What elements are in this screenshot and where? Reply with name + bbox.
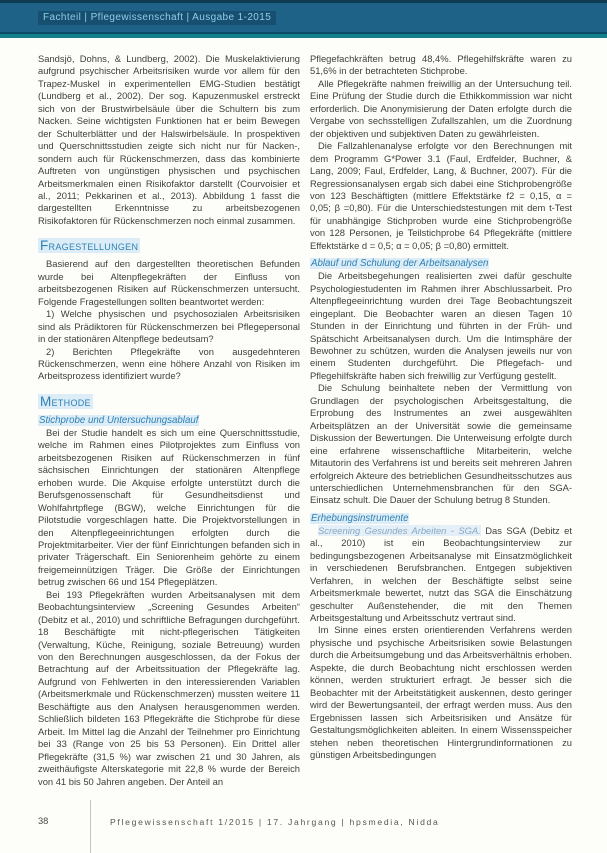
left-column bbox=[38, 53, 300, 788]
subheading-stichprobe: Stichprobe und Untersuchungsablauf bbox=[39, 414, 199, 426]
paragraph-stichprobe-1: Bei der Studie handelt es sich um eine Querschnittsstudie, welche im Rahmen eines Pilotprojektes zum Einfluss von arbeitsbezogenen Risiken auf Rückenschmerzen in fünf sächsischen Einrichtungen der stationären Altenpflege erhoben wurde. Die Akquise erfolgte unterstützt durch die Berufsgenossenschaft für Gesundheitsdienst und Wohlfahrtpflege (BGW), welche Einrichtungen für die Pilotstudie vorgeschlagen hatte. Die Projektvorstellungen in den Altenpflegeeinrichtungen erfolgten durch die Projektmitarbeiter. Vier der fünf Einrichtungen befanden sich in privater Trägerschaft. Ein Seniorenheim gehörte zu einem freigemeinnützigen Träger. Die Größe der Einrichtungen betrug zwischen 66 und 154 Pflegeplätzen. bbox=[38, 426, 300, 588]
paragraph-stichprobe-2: Bei 193 Pflegekräften wurden Arbeitsanalysen mit dem Beobachtungsinterview „Screening Gesundes Arbeiten“ (Debitz et al., 2010) und schriftliche Befragungen durchgeführt. 18 Beschäftigte mit nicht-pflegerischen Tätigkeiten (Verwaltung, Küche, Reinigung, soziale Betreuung) wurden von den Berechnungen ausgeschlossen, da der Fokus der Betrachtung auf der Arbeitssituation der Pflegekräfte lag. Aufgrund von Fehlwerten in den interessierenden Variablen (Arbeitsmerkmale und Rückenschmerzen) mussten weitere 11 Beschäftigte aus den Analysen herausgenommen werden. Schließlich bildeten 163 Pflegekräfte die Stichprobe für diese Arbeit. Im Mittel lag die Anzahl der Teilnehmer pro Einrichtung bei 33 (Range von 25 bis 53 Personen). Ein Drittel aller Pflegekräfte (31,5 %) war zwischen 21 und 30 Jahren, als zweithäufigste Alterskategorie mit 22,8 % wurde der Bereich von 41 bis 50 Jahren angeben. Der Anteil an bbox=[38, 588, 300, 787]
paragraph-sga bbox=[310, 525, 572, 625]
right-column bbox=[310, 53, 572, 788]
research-question-2: 2) Berichten Pflegekräfte von ausgedehnteren Rückenschmerzen, wenn eine höhere Anzahl von Risiken im Arbeitsprozess identifiziert wurde? bbox=[38, 345, 300, 382]
paragraph-muskelaktivierung: Sandsjö, Dohns, & Lundberg, 2002). Die Muskelaktivierung aufgrund psychischer Arbeitsrisiken wurde vor allem für den Trapez-Muskel in experimentellen EMG-Studien bestätigt (Lundberg et al., 2002). Der sog. Kapuzenmuskel erstreckt sich von der Brustwirbelsäule über die Schultern bis zum Nacken. Seine wichtigsten Funktionen hat er beim Bewegen der Schulterblätter und der Halswirbelsäule. In prospektiven und Querschnittsstudien zeigte sich nicht nur für Nacken-, sondern auch für Rückenschmerzen, dass das kombinierte Auftreten von ungünstigen physischen und psychischen Arbeitsmerkmalen einen Risikofaktor darstellt (Courvoisier et al., 2011; Pekkarinen et al., 2013). Abbildung 1 fasst die dargestellten Erkenntnisse zu arbeitsbezogenen Risikofaktoren für Rückenschmerzen noch einmal zusammen. bbox=[38, 53, 300, 226]
paragraph-fragen-intro: Basierend auf den dargestellten theoretischen Befunden wurde bei Altenpflegekräften der Einfluss von arbeitsbezogenen Risiken auf Rückenschmerzen untersucht. Folgende Fragestellungen sollten beantwortet werden: bbox=[38, 258, 300, 307]
footer-journal-info: Pflegewissenschaft 1/2015 | 17. Jahrgang | hpsmedia, Nidda bbox=[110, 817, 440, 827]
paragraph-anteil-fortsetzung: Pflegefachkräften betrug 48,4%. Pflegehilfskräfte waren zu 51,6% in der betrachteten Stichprobe. bbox=[310, 53, 572, 77]
sga-run-in-title: Screening Gesundes Arbeiten - SGA. bbox=[318, 524, 481, 536]
sga-paragraph-rest: Das SGA (Debitz et al., 2010) ist ein Beobachtungsinterview zur bedingungsbezogenen Arbeitsanalyse mit Einsatzmöglichkeit in verschiedenen Berufsbranchen. Entgegen subjektiven Verfahren, in welchen der Beschäftigte selbst seine Arbeitsmerkmale bewertet, nutzt das SGA die Einschätzung geschulter Außenstehender, die mit den Themen Arbeitsgestaltung und Arbeitsschutz vertraut sind. bbox=[310, 524, 573, 624]
section-heading-fragestellungen: Fragestellungen bbox=[40, 238, 139, 254]
paragraph-ablauf-1: Die Arbeitsbegehungen realisierten zwei dafür geschulte Psychologiestudenten im Rahmen ihrer Abschlussarbeit. Pro Altenpflegeeinrichtung wurden drei Tage Beobachtungszeit eingeplant. Die Beobachter waren an diesen Tagen 10 Stunden in der Einrichtung und führten in der Früh- und Spätschicht Arbeitsanalysen durch. Um die Intimsphäre der Bewohner zu schützen, wurden die Analysen jeweils nur von einem Studenten durchgeführt. Die Pflegefach- und Pflegehilfskräfte haben sich freiwillig zur Verfügung gestellt. bbox=[310, 270, 572, 381]
subheading-erhebungsinstrumente: Erhebungsinstrumente bbox=[311, 512, 409, 524]
article-body bbox=[38, 53, 572, 788]
paragraph-fallzahlen: Die Fallzahlenanalyse erfolgte vor den Berechnungen mit dem Programm G*Power 3.1 (Faul, Erdfelder, Buchner, & Lang, 2009; Faul, Erdfelder, Lang, & Buchner, 2007). Für die Regressionsanalysen ergab sich dabei eine Stichprobengröße von 123 Beschäftigten (mittlere Effektstärke f2 = 0,15, α = 0,05; β =0,80). Für die Unterschiedstestungen mit dem t-Test für unabhängige Stichproben wurde eine Stichprobengröße von 128 Personen, je Teilstichprobe 64 Pflegekräfte (mittlere Effektstärke d = 0,5; α = 0,05; β =0,80) ermittelt. bbox=[310, 140, 572, 251]
header-teal-rule bbox=[0, 34, 607, 38]
paragraph-ablauf-2: Die Schulung beinhaltete neben der Vermittlung von Grundlagen der psychologischen Arbeitsgestaltung, die Erprobung des Instrumentes an zwei ausgewählten Arbeitsplätzen an der Universität sowie die gemeinsame Diskussion der Bewertungen. Die Unterweisung erfolgte durch eine erfahrene wissenschaftliche Mitarbeiterin, welche Mitautorin des Verfahrens ist und bereits seit mehreren Jahren erfolgreich Akteure des betrieblichen Gesundheitsschutzes aus unterschiedlichen Unternehmensbranchen für den SGA-Einsatz schult. Die Dauer der Schulung betrug 8 Stunden. bbox=[310, 382, 572, 506]
research-question-1: 1) Welche physischen und psychosozialen Arbeitsrisiken sind als Prädiktoren für Rückenschmerzen bei Pflegepersonal in der stationären Altenpflege bedeutsam? bbox=[38, 308, 300, 345]
page-number: 38 bbox=[38, 816, 49, 826]
section-heading-methode: Methode bbox=[40, 393, 91, 409]
paragraph-verfahren: Im Sinne eines ersten orientierenden Verfahrens werden physische und psychische Arbeitsrisiken sowie Belastungen durch die Arbeitsumgebung und das Arbeitsverhältnis erhoben. Aspekte, die durch Beobachtung nicht erschlossen werden können, werden strukturiert erfragt. Je besser sich die Beobachter mit der Arbeitstätigkeit auskennen, desto geringer wird der Bewertungsanteil, der erfragt werden muss. Aus den Ergebnissen lassen sich Arbeitsrisiken und Ansätze für Gestaltungsmöglichkeiten ableiten. In einem Wissensspeicher stehen neben theoretischen Hintergrundinformationen zu günstigen Arbeitsbedingungen bbox=[310, 624, 572, 761]
paragraph-freiwillig: Alle Pflegekräfte nahmen freiwillig an der Untersuchung teil. Eine Prüfung der Studie durch die Ethikkommission war nicht erforderlich. Die Anonymisierung der Daten erfolgte durch die Vergabe von sechsstelligen Zufallszahlen, um die Zuordnung der objektiven und subjektiven Daten zu gewährleisten. bbox=[310, 77, 572, 139]
breadcrumb: Fachteil | Pflegewissenschaft | Ausgabe 1-2015 bbox=[38, 11, 276, 25]
subheading-ablauf-schulung: Ablauf und Schulung der Arbeitsanalysen bbox=[311, 258, 489, 270]
header-band bbox=[0, 3, 607, 32]
footer-divider bbox=[90, 800, 91, 853]
